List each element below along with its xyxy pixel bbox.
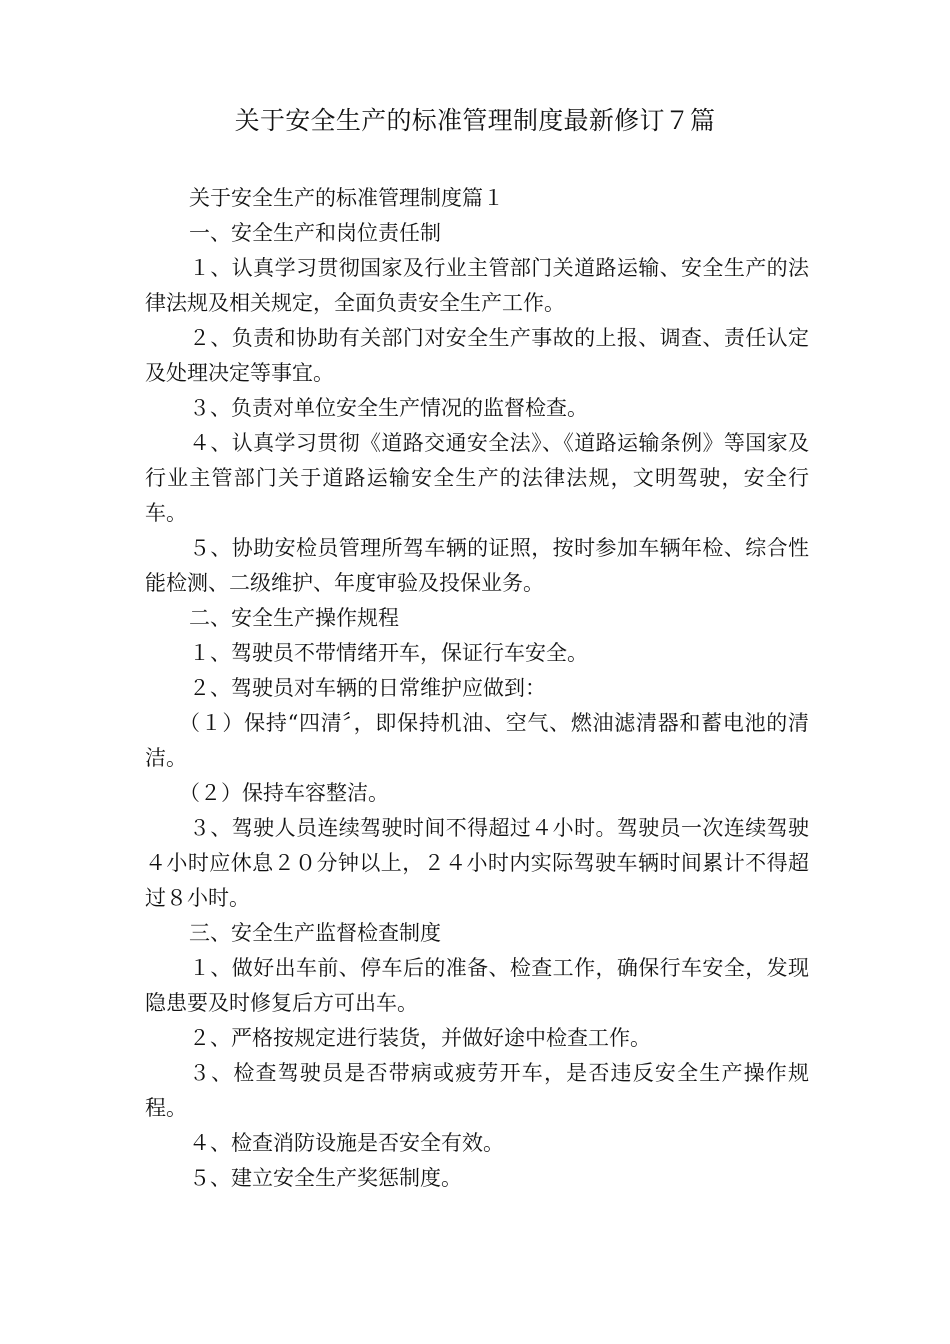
body-paragraph: ２、驾驶员对车辆的日常维护应做到： [189,676,546,700]
body-paragraph: ３、负责对单位安全生产情况的监督检查。 [189,396,588,420]
body-paragraph: １、做好出车前、停车后的准备、检查工作，确保行车安全，发现隐患要及时修复后方可出车。 [145,956,809,1015]
body-paragraph: （１）保持“四清〞，即保持机油、空气、燃油滤清器和蓄电池的清洁。 [145,711,809,770]
body-paragraph: ３、驾驶人员连续驾驶时间不得超过４小时。驾驶员一次连续驾驶４小时应休息２０分钟以上，２４小时内实际驾驶车辆时间累计不得超过８小时。 [145,816,809,910]
body-paragraph: ５、协助安检员管理所驾车辆的证照，按时参加车辆年检、综合性能检测、二级维护、年度审验及投保业务。 [145,536,809,595]
body-paragraph: １、认真学习贯彻国家及行业主管部门关道路运输、安全生产的法律法规及相关规定，全面负责安全生产工作。 [145,256,809,315]
body-paragraph: １、驾驶员不带情绪开车，保证行车安全。 [189,641,588,665]
section-heading: 关于安全生产的标准管理制度篇１ [189,186,504,210]
body-paragraph: ４、检查消防设施是否安全有效。 [189,1131,504,1155]
body-paragraph: ３、检查驾驶员是否带病或疲劳开车，是否违反安全生产操作规程。 [145,1061,809,1120]
body-paragraph: ５、建立安全生产奖惩制度。 [189,1166,462,1190]
body-paragraph: ２、负责和协助有关部门对安全生产事故的上报、调查、责任认定及处理决定等事宜。 [145,326,809,385]
body-paragraph: ４、认真学习贯彻《道路交通安全法》、《道路运输条例》等国家及行业主管部门关于道路运输安全生产的法律法规，文明驾驶，安全行车。 [145,431,809,525]
document-body [145,181,809,1196]
body-paragraph: （２）保持车容整洁。 [179,781,389,805]
document-title: 关于安全生产的标准管理制度最新修订７篇 [234,106,716,135]
subsection-heading: 一、安全生产和岗位责任制 [189,221,441,245]
body-paragraph: ２、严格按规定进行装货，并做好途中检查工作。 [189,1026,651,1050]
subsection-heading: 二、安全生产操作规程 [189,606,399,630]
subsection-heading: 三、安全生产监督检查制度 [189,921,441,945]
